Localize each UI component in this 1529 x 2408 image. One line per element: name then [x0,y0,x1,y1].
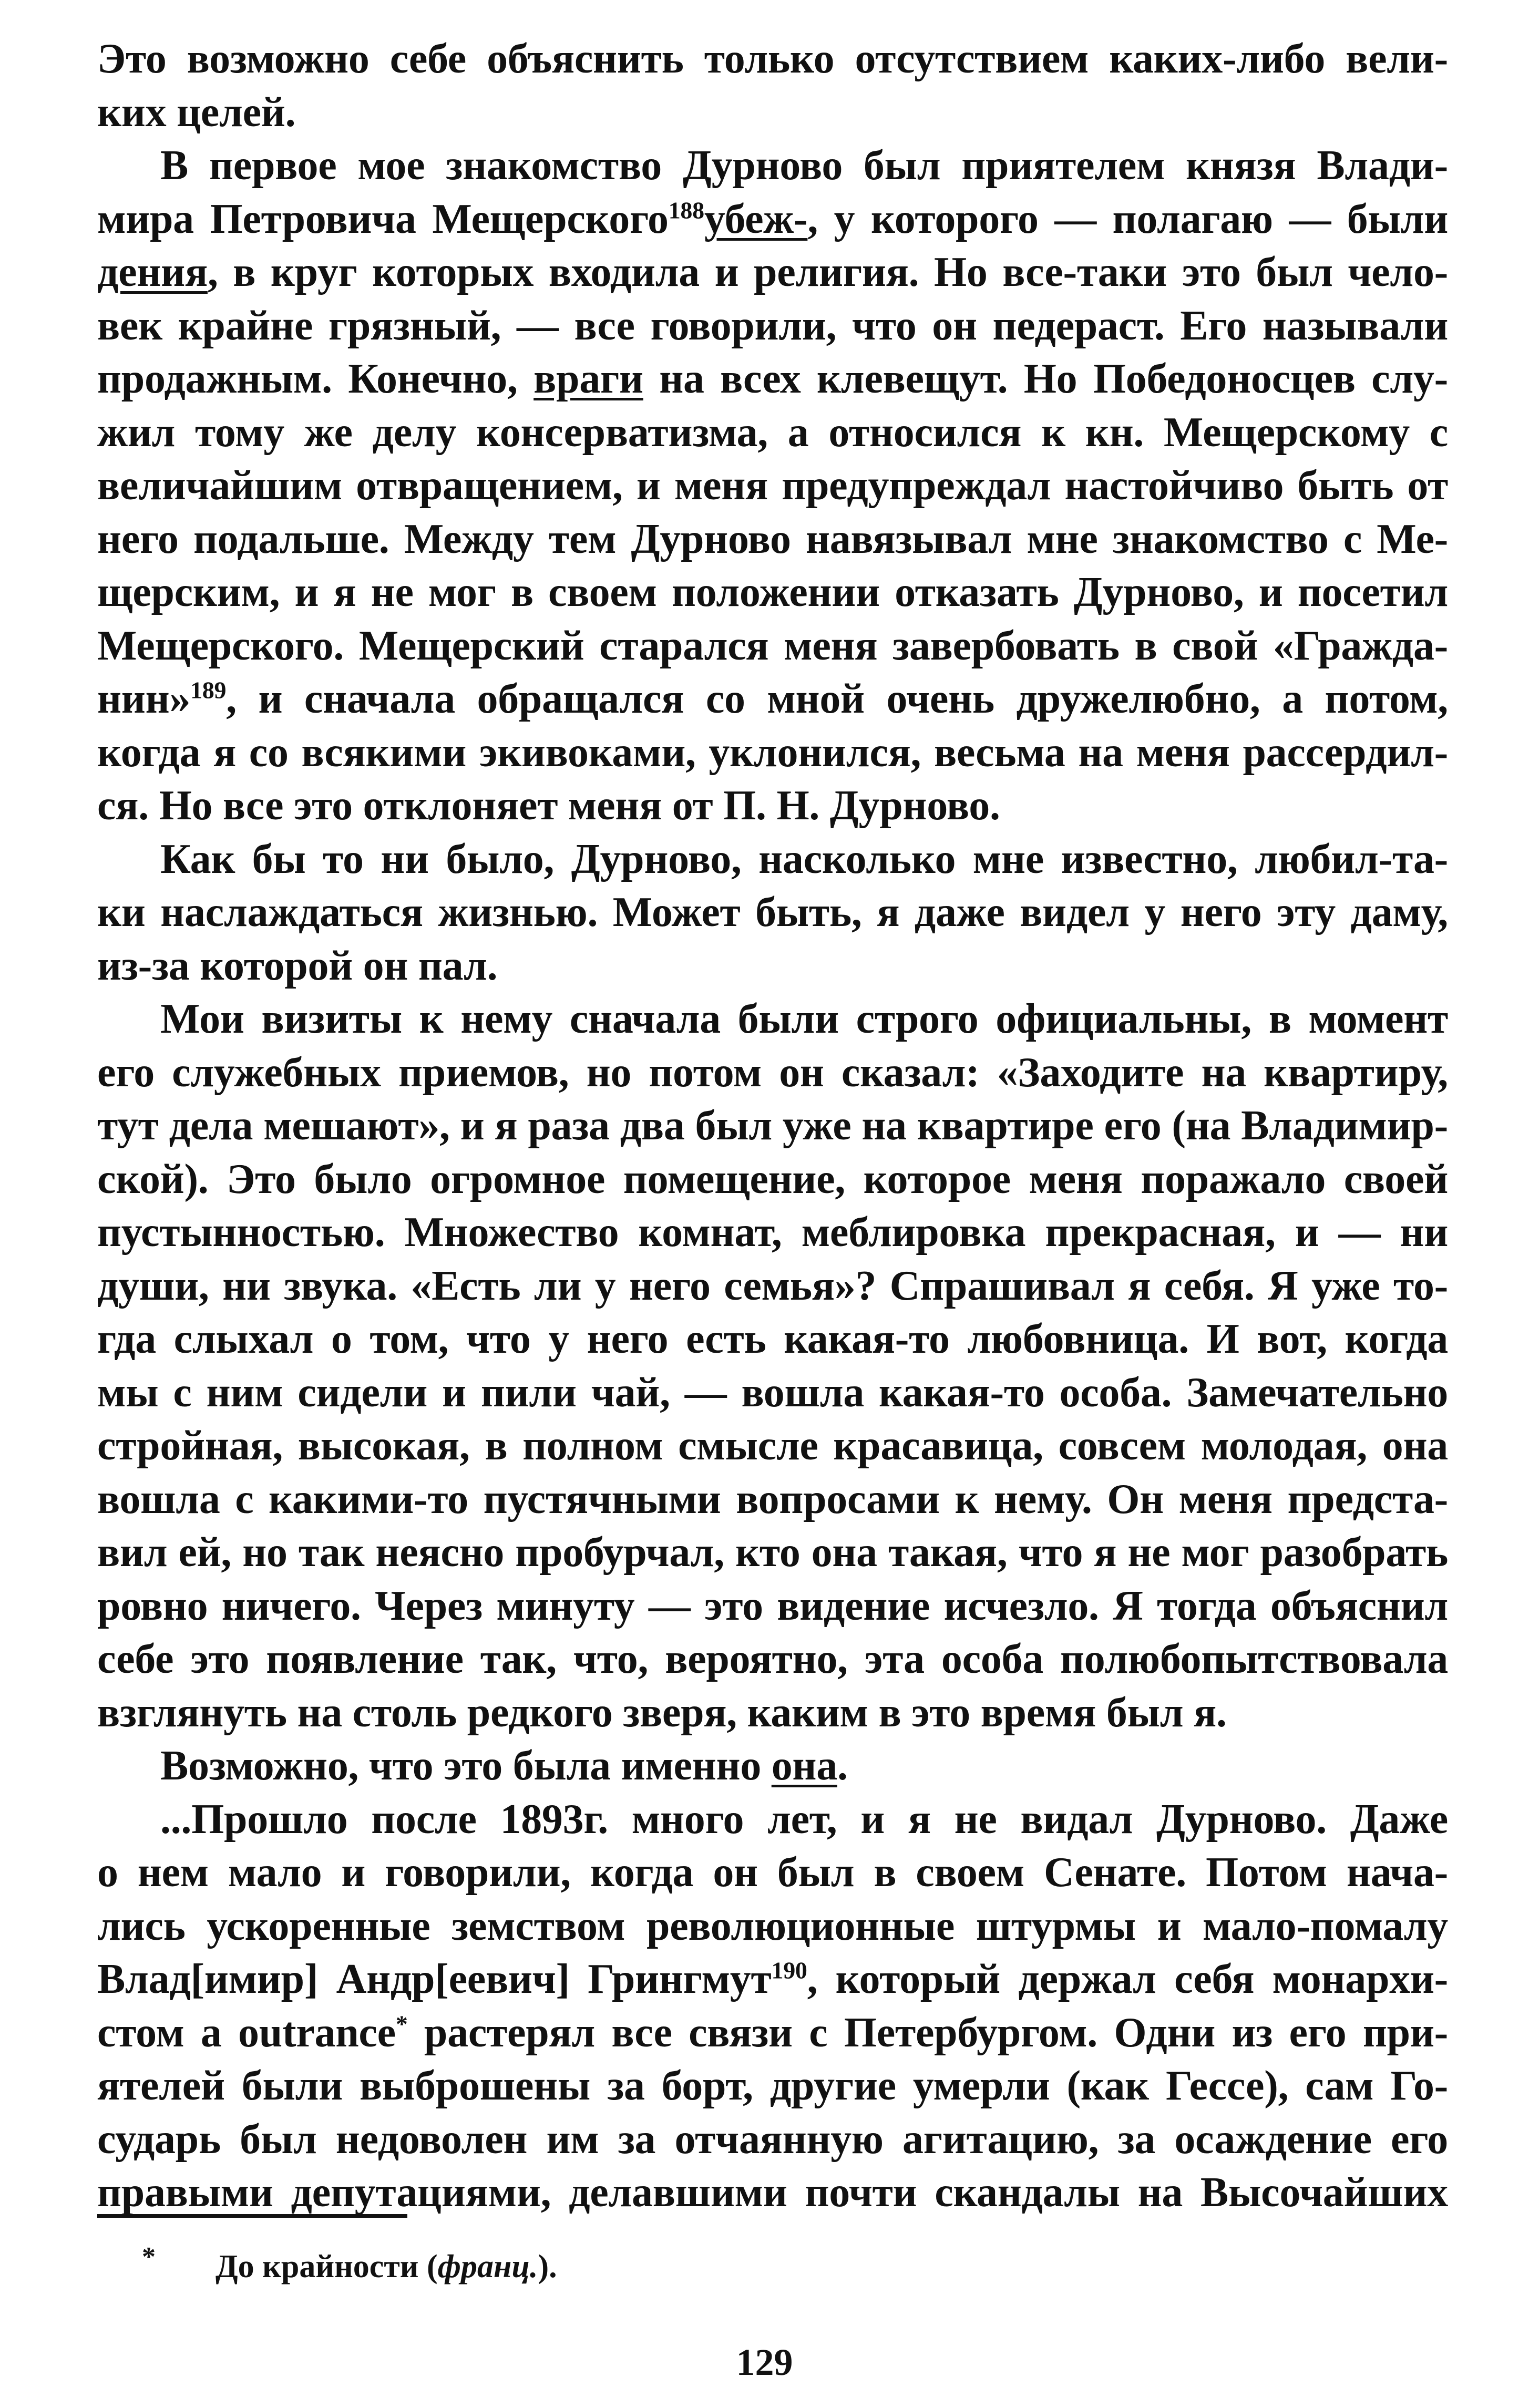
text-line [97,2166,1448,2220]
line-text: вошла с какими-то пустячными вопросами к нему. Он меня предста- [97,1476,1448,1522]
text-line [97,1419,1448,1473]
text-line [97,139,1448,193]
text-line [97,353,1448,406]
text-line [97,1900,1448,1953]
text-line [97,1793,1448,1847]
text-line [97,33,1448,86]
line-text: стом a outrance [97,2009,396,2056]
underlined-word: она [771,1743,837,1789]
text-line [97,833,1448,887]
line-text: , у которого — полагаю — были [807,195,1448,242]
text-line [97,1206,1448,1260]
text-line [97,886,1448,940]
line-text: Мои визиты к нему сначала были строго официальны, в момент [160,996,1448,1042]
text-line [97,993,1448,1046]
line-text: В первое мое знакомство Дурново был приятелем князя Влади- [160,142,1448,189]
text-line [97,779,1448,833]
line-text: ся. Но все это отклоняет меня от П. Н. Дурново. [97,783,1000,829]
underlined-word: дения [97,249,208,295]
line-text: жил тому же делу консерватизма, а относился к кн. Мещерскому с [97,409,1448,456]
text-line [97,406,1448,460]
note-reference: 190 [771,1957,807,1984]
page-number: 129 [736,2341,793,2383]
line-text: него подальше. Между тем Дурново навязывал мне знакомство с Ме- [97,516,1448,562]
line-text: Как бы то ни было, Дурново, насколько мне известно, любил-та- [160,836,1448,882]
text-line [97,193,1448,246]
line-text: , и сначала обращался со мной очень дружелюбно, а потом, [226,676,1448,722]
line-text: ких целей. [97,89,296,136]
line-text: пустынностью. Множество комнат, меблировка прекрасная, и — ни [97,1209,1448,1256]
text-line [97,2006,1448,2060]
line-text: ровно ничего. Через минуту — это видение исчезло. Я тогда объяснил [97,1582,1448,1629]
text-line [97,1046,1448,1100]
line-text: Мещерского. Мещерский старался меня завербовать в свой «Гражда- [97,622,1448,669]
footnote-language: франц. [437,2249,538,2284]
text-line [97,1846,1448,1900]
line-text: век крайне грязный, — все говорили, что он педераст. Его называли [97,302,1448,349]
text-line [97,1313,1448,1366]
line-text: правыми депутациями, делавшими почти скандалы на Высочайших [97,2169,1448,2216]
line-text: нин» [97,676,191,722]
text-line [97,1260,1448,1313]
footnote-close: ). [538,2249,557,2284]
line-text: когда я со всякими экивоками, уклонился, весьма на меня рассердил- [97,729,1448,776]
line-text: щерским, и я не мог в своем положении отказать Дурново, и посетил [97,569,1448,615]
line-text: ки наслаждаться жизнью. Может быть, я даже видел у него эту даму, [97,889,1448,935]
line-text: мира Петровича Мещерского [97,195,669,242]
line-text: Это возможно себе объяснить только отсутствием каких-либо вели- [97,36,1448,82]
line-text: ятелей были выброшены за борт, другие умерли (как Гессе), сам Го- [97,2063,1448,2109]
line-text: ской). Это было огромное помещение, которое меня поражало своей [97,1156,1448,1202]
line-text: , который держал себя монархи- [807,1956,1448,2002]
line-text: вил ей, но так неясно пробурчал, кто она такая, что я не мог разобрать [97,1529,1448,1576]
text-line [97,1580,1448,1633]
text-line [97,2060,1448,2113]
text-line [97,1686,1448,1740]
note-reference: * [395,2010,408,2037]
line-text: взглянуть на столь редкого зверя, каким в это время был я. [97,1689,1227,1736]
line-text: стройная, высокая, в полном смысле красавица, совсем молодая, она [97,1423,1448,1469]
text-line [97,940,1448,993]
line-text: сударь был недоволен им за отчаянную агитацию, за осаждение его [97,2116,1448,2163]
text-line [97,300,1448,353]
underlined-word: убеж- [704,195,808,242]
footnote-divider [97,2214,407,2218]
text-line [97,673,1448,726]
line-text: продажным. Конечно, [97,356,534,402]
text-line [97,459,1448,513]
text-line [97,1526,1448,1580]
line-text: лись ускоренные земством революционные штурмы и мало-помалу [97,1902,1448,1949]
line-text: души, ни звука. «Есть ли у него семья»? Спрашивал я себя. Я уже то- [97,1262,1448,1309]
main-text [97,33,1448,2220]
line-text: . [837,1743,848,1789]
line-text: из-за которой он пал. [97,942,498,989]
line-text: тут дела мешают», и я раза два был уже на квартире его (на Владимир- [97,1103,1448,1149]
line-text: мы с ним сидели и пили чай, — вошла какая-то особа. Замечательно [97,1369,1448,1416]
line-text: Влад[имир] Андр[еевич] Грингмут [97,1956,772,2002]
text-line [97,566,1448,620]
line-text: себе это появление так, что, вероятно, эта особа полюбопытствовала [97,1636,1448,1682]
line-text: его служебных приемов, но потом он сказал: «Заходите на квартиру, [97,1049,1448,1096]
line-text: величайшим отвращением, и меня предупреждал настойчиво быть от [97,462,1448,509]
underlined-word: враги [533,356,643,402]
footnote-text: До крайности ( [216,2249,438,2284]
text-line [97,513,1448,567]
text-line [97,726,1448,780]
text-line [97,1633,1448,1686]
line-text: о нем мало и говорили, когда он был в своем Сенате. Потом нача- [97,1849,1448,1896]
text-line [97,1099,1448,1153]
footnote: * До крайности (франц.). [142,2242,557,2284]
note-reference: 189 [190,676,227,704]
line-text: растерял все связи с Петербургом. Одни из его при- [407,2009,1448,2056]
line-text: гда слыхал о том, что у него есть какая-то любовница. И вот, когда [97,1316,1448,1362]
text-line [97,1740,1448,1793]
line-text: Возможно, что это была именно [160,1743,772,1789]
text-line [97,620,1448,673]
text-line [97,1153,1448,1207]
line-text: ...Прошло после 1893г. много лет, и я не видал Дурново. Даже [160,1796,1448,1843]
line-text: на всех клевещут. Но Победоносцев слу- [643,356,1448,402]
text-line [97,246,1448,300]
text-line [97,2113,1448,2167]
text-line [97,1366,1448,1420]
text-line [97,86,1448,140]
text-line [97,1473,1448,1527]
line-text: , в круг которых входила и религия. Но все-таки это был чело- [207,249,1448,295]
text-line [97,1953,1448,2006]
note-reference: 188 [668,196,704,223]
